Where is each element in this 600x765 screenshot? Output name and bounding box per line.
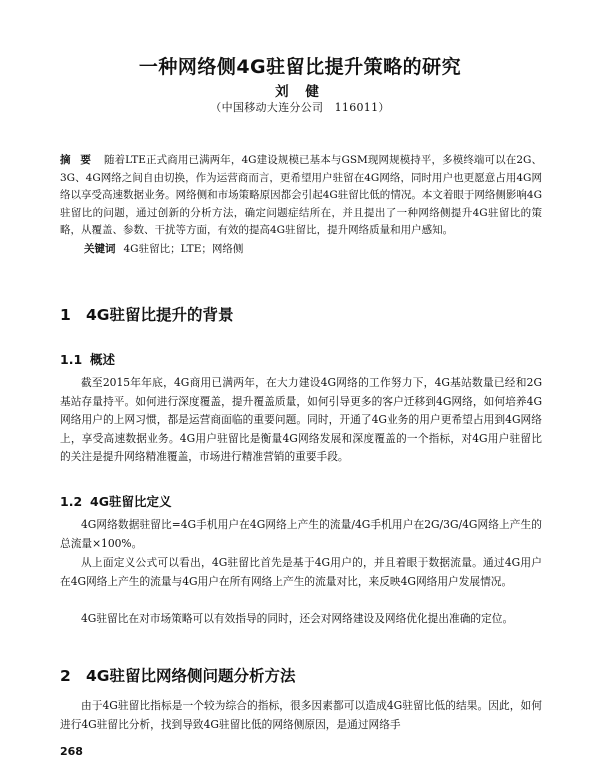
- section-1-heading: [60, 303, 542, 325]
- author-name: 刘 健: [275, 84, 325, 100]
- page-number: 268: [60, 745, 83, 758]
- abstract: [60, 152, 542, 240]
- section-1-number: 1: [60, 306, 71, 324]
- paper-title: 一种网络侧4G驻留比提升策略的研究: [138, 56, 462, 78]
- section-1-1-number: 1.1: [60, 352, 83, 367]
- paragraph-5: 由于4G驻留比指标是一个较为综合的指标，很多因素都可以造成4G驻留比低的结果。因此，如何进行4G驻留比分析，找到导致4G驻留比低的网络侧原因，是通过网络手: [60, 699, 542, 731]
- section-1-1-heading: [60, 350, 542, 368]
- abstract-label: 摘 要: [60, 154, 94, 166]
- paragraph-2: 4G网络数据驻留比=4G手机用户在4G网络上产生的流量/4G手机用户在2G/3G/4G网络上产生的总流量×100%。: [60, 518, 542, 550]
- paragraph-4: 4G驻留比在对市场策略可以有效指导的同时，还会对网络建设及网络优化提出准确的定位。: [81, 612, 514, 625]
- section-1-1-title: 概述: [90, 352, 116, 367]
- section-1-title: 4G驻留比提升的背景: [86, 306, 234, 324]
- author-affiliation: （中国移动大连分公司 116011）: [210, 101, 390, 114]
- paragraph-1: 截至2015年年底，4G商用已满两年，在大力建设4G网络的工作努力下，4G基站数量已经和2G基站存量持平。如何进行深度覆盖，提升覆盖质量，如何引导更多的客户迁移到4G网络，如何培养4G网络用户的上网习惯，都是运营商面临的重要问题。同时，开通了4G业务的用户更希望占用到4G网络上，享受高速数据业务。4G用户驻留比是衡量4G网络发展和深度覆盖的一个指标，对4G用户驻留比的关注是提升网络精准覆盖，市场进行精准营销的重要手段。: [60, 376, 542, 463]
- section-1-2-number: 1.2: [60, 494, 83, 509]
- abstract-text: 随着LTE正式商用已满两年，4G建设规模已基本与GSM现网规模持平，多模终端可以在2G、3G、4G网络之间自由切换，作为运营商而言，更希望用户驻留在4G网络，同时用户也更愿意占用4G网络以享受高速数据业务。网络侧和市场策略原因都会引起4G驻留比低的情况。本文着眼于网络侧影响4G驻留比的问题，通过创新的分析方法，确定问题症结所在，并且提出了一种网络侧提升4G驻留比的策略，从覆盖、参数、干扰等方面，有效的提高4G驻留比，提升网络质量和用户感知。: [60, 154, 542, 237]
- keywords-text: 4G驻留比；LTE；网络侧: [123, 243, 244, 255]
- section-2-title: 4G驻留比网络侧问题分析方法: [86, 667, 296, 685]
- section-2-number: 2: [60, 667, 71, 685]
- section-2-heading: [60, 664, 542, 686]
- keywords-label: 关键词: [84, 243, 116, 255]
- paragraph-3: 从上面定义公式可以看出，4G驻留比首先是基于4G用户的，并且着眼于数据流量。通过4G用户在4G网络上产生的流量与4G用户在所有网络上产生的流量对比，来反映4G网络用户发展情况。: [60, 556, 542, 588]
- section-1-2-title: 4G驻留比定义: [90, 494, 172, 509]
- keywords: [84, 241, 544, 256]
- section-1-2-heading: [60, 492, 542, 510]
